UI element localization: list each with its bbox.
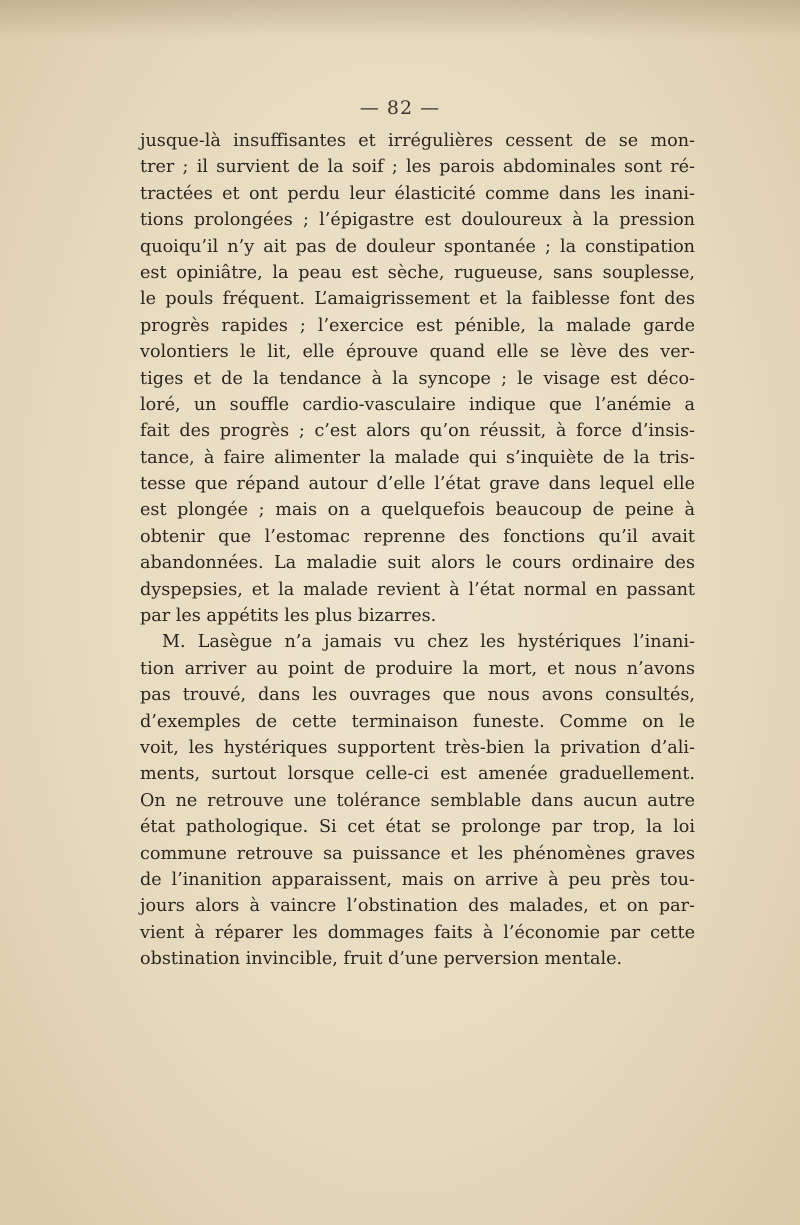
text-line: tions prolongées ; l’épigastre est douloureux à la pression: [140, 210, 695, 231]
text-line: jusque-là insuffisantes et irrégulières cessent de se mon-: [140, 131, 695, 151]
text-line: M. Lasègue n’a jamais vu chez les hystériques l’inani-: [162, 632, 695, 653]
text-line: tance, à faire alimenter la malade qui s’inquiète de la tris-: [140, 447, 695, 468]
text-line: obstination invincible, fruit d’une perversion mentale.: [140, 949, 623, 970]
text-line: abandonnées. La maladie suit alors le cours ordinaire des: [140, 553, 695, 574]
text-line: quoiqu’il n’y ait pas de douleur spontanée ; la constipation: [140, 236, 695, 257]
page-number: — 82 —: [359, 97, 441, 119]
text-line: progrès rapides ; l’exercice est pénible, la malade garde: [140, 315, 695, 336]
text-line: tion arriver au point de produire la mort, et nous n’avons: [140, 658, 695, 679]
text-line: trer ; il survient de la soif ; les parois abdominales sont ré-: [140, 157, 695, 178]
text-line: d’exemples de cette terminaison funeste. Comme on le: [140, 711, 695, 732]
paragraph-2: [140, 629, 695, 972]
text-line: fait des progrès ; c’est alors qu’on réussit, à force d’insis-: [140, 421, 695, 442]
text-line: ments, surtout lorsque celle-ci est amenée graduellement.: [140, 764, 695, 785]
paragraph-1: [140, 128, 695, 629]
text-line: tiges et de la tendance à la syncope ; le visage est déco-: [140, 368, 695, 389]
text-line: tesse que répand autour d’elle l’état grave dans lequel elle: [140, 474, 695, 495]
text-line: est plongée ; mais on a quelquefois beaucoup de peine à: [140, 500, 695, 521]
text-line: obtenir que l’estomac reprenne des fonctions qu’il avait: [140, 526, 695, 547]
text-line: tractées et ont perdu leur élasticité comme dans les inani-: [140, 183, 695, 204]
text-line: le pouls fréquent. L’amaigrissement et la faiblesse font des: [140, 289, 695, 310]
text-line: jours alors à vaincre l’obstination des malades, et on par-: [140, 896, 695, 917]
body-text: [140, 128, 695, 973]
text-line: de l’inanition apparaissent, mais on arrive à peu près tou-: [140, 869, 695, 890]
text-line: vient à réparer les dommages faits à l’économie par cette: [140, 922, 695, 943]
text-line: On ne retrouve une tolérance semblable dans aucun autre: [140, 790, 695, 811]
text-line: dyspepsies, et la malade revient à l’état normal en passant: [140, 579, 695, 600]
text-line: état pathologique. Si cet état se prolonge par trop, la loi: [140, 817, 695, 838]
text-line: est opiniâtre, la peau est sèche, rugueuse, sans souplesse,: [140, 262, 695, 283]
text-line: par les appétits les plus bizarres.: [140, 606, 437, 627]
text-line: pas trouvé, dans les ouvrages que nous avons consultés,: [140, 685, 695, 706]
page-edge-shadow: [0, 0, 800, 40]
text-line: commune retrouve sa puissance et les phénomènes graves: [140, 843, 695, 864]
text-line: loré, un souffle cardio-vasculaire indique que l’anémie a: [140, 394, 695, 415]
text-line: volontiers le lit, elle éprouve quand elle se lève des ver-: [140, 342, 695, 363]
text-line: voit, les hystériques supportent très-bien la privation d’ali-: [140, 737, 695, 758]
